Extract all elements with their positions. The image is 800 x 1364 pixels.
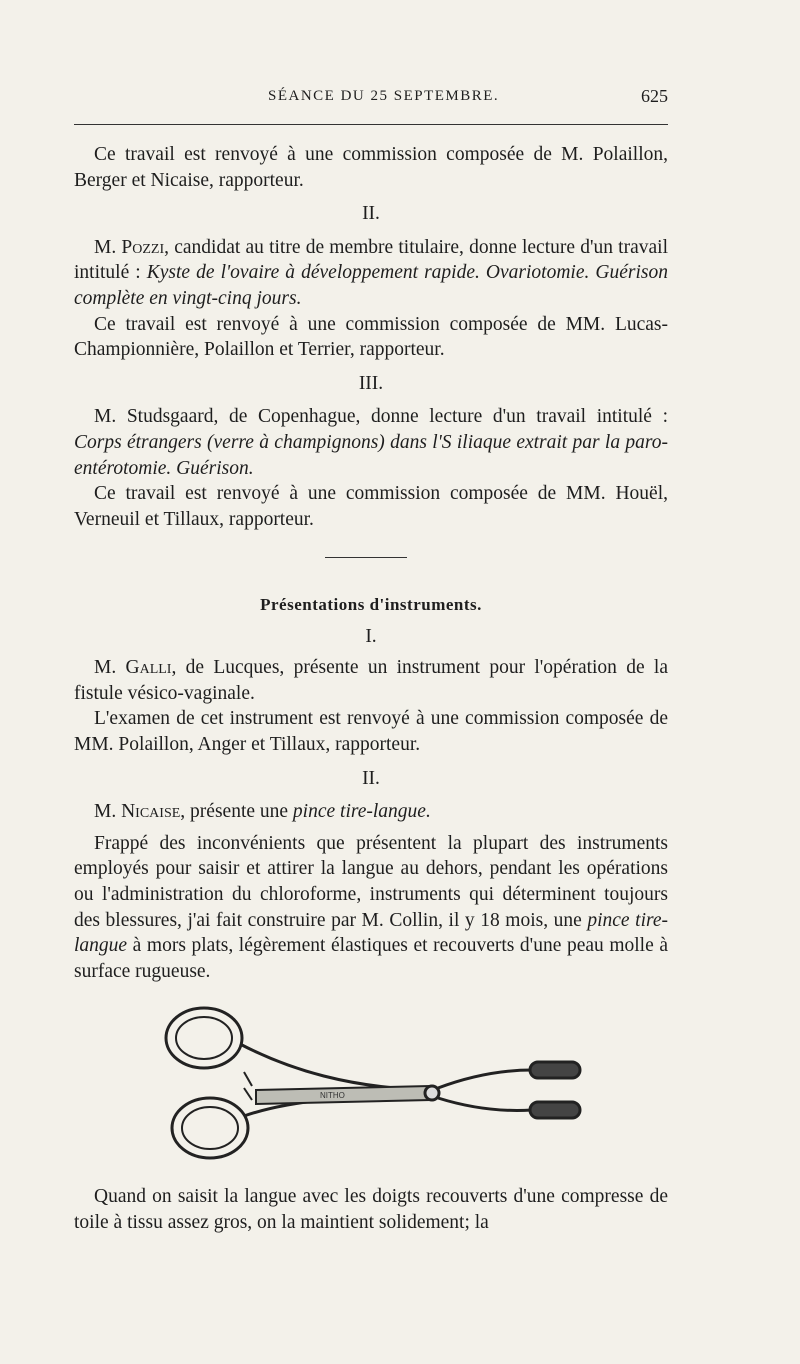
paragraph xyxy=(74,404,668,481)
upper-finger-ring-inner xyxy=(176,1017,232,1059)
section-heading: Présentations d'instruments. xyxy=(260,595,482,614)
paragraph: Ce travail est renvoyé à une commission composée de MM. Houël, Verneuil et Tillaux, rapporteur. xyxy=(74,483,668,530)
paragraph: L'examen de cet instrument est renvoyé à une commission composée de MM. Polaillon, Anger et Tillaux, rapporteur. xyxy=(74,708,668,755)
tongue-forceps-illustration xyxy=(160,1000,600,1170)
header-rule xyxy=(74,124,668,125)
paragraph: Quand on saisit la langue avec les doigts recouverts d'une compresse de toile à tissu assez gros, on la maintient solidement; la xyxy=(74,1186,668,1233)
body-text-top xyxy=(74,142,668,532)
text-run: M. xyxy=(94,657,126,679)
author-name: Nicaise xyxy=(121,801,181,823)
upper-shank xyxy=(240,1044,430,1090)
text-run: Frappé des inconvénients que présentent la plupart des instruments employés pour saisir et attirer la langue au dehors, pendant les opérations ou l'administration du chloroforme, instruments qui déterminent toujours des blessures, j'ai fait construire par M. Collin, il y 18 mois, une xyxy=(74,832,668,931)
section-number: I. xyxy=(365,625,377,647)
text-run: , de Lucques, présente un instrument pour l'opération de la fistule vésico-vaginale. xyxy=(74,657,668,704)
text-run: M. Studsgaard, de Copenhague, donne lecture d'un travail intitulé : xyxy=(94,406,668,428)
author-name: Galli xyxy=(125,657,172,679)
section-number: II. xyxy=(362,203,380,225)
running-title: SÉANCE DU 25 SEPTEMBRE. xyxy=(268,88,500,104)
text-run: M. xyxy=(94,801,122,823)
work-title: Corps étrangers (verre à champignons) dans l'S iliaque extrait par la paro-entérotomie. Guérison. xyxy=(74,431,668,479)
body-text-bottom xyxy=(74,1184,668,1235)
pivot-screw xyxy=(425,1086,439,1100)
paragraph xyxy=(74,655,668,706)
text-run: , présente une xyxy=(180,801,293,823)
lower-jaw xyxy=(438,1098,532,1111)
instrument-name: pince tire-langue. xyxy=(292,801,431,823)
spring xyxy=(244,1072,252,1100)
paragraph xyxy=(74,799,668,825)
text-run: , candidat au titre de membre titulaire, donne lecture d'un travail intitulé : xyxy=(74,236,668,284)
lower-jaw-pad xyxy=(530,1102,580,1118)
paragraph: Ce travail est renvoyé à une commission composée de M. Polaillon, Berger et Nicaise, rapporteur. xyxy=(74,144,668,191)
running-header xyxy=(74,88,668,112)
paragraph xyxy=(74,235,668,312)
section-number: III. xyxy=(358,372,384,394)
text-run: à mors plats, légèrement élastiques et recouverts d'une peau molle à surface rugueuse. xyxy=(74,935,668,982)
upper-jaw-pad xyxy=(530,1062,580,1078)
paragraph: Ce travail est renvoyé à une commission composée de MM. Lucas-Championnière, Polaillon et Terrier, rapporteur. xyxy=(74,313,668,361)
page-number: 625 xyxy=(641,86,668,106)
lower-finger-ring-inner xyxy=(182,1107,238,1149)
work-title: Kyste de l'ovaire à développement rapide. Ovariotomie. Guérison complète en vingt-cinq jours. xyxy=(74,262,668,309)
text-run: M. xyxy=(94,236,122,258)
author-name: Pozzi xyxy=(121,236,165,258)
instrument-name: pince tire-langue xyxy=(74,909,668,957)
upper-jaw xyxy=(438,1070,532,1088)
body-text-middle xyxy=(74,592,668,984)
section-number: II. xyxy=(362,767,380,789)
paragraph xyxy=(74,831,668,985)
engraved-mark: NITHO xyxy=(320,1091,345,1100)
section-separator xyxy=(325,557,407,558)
